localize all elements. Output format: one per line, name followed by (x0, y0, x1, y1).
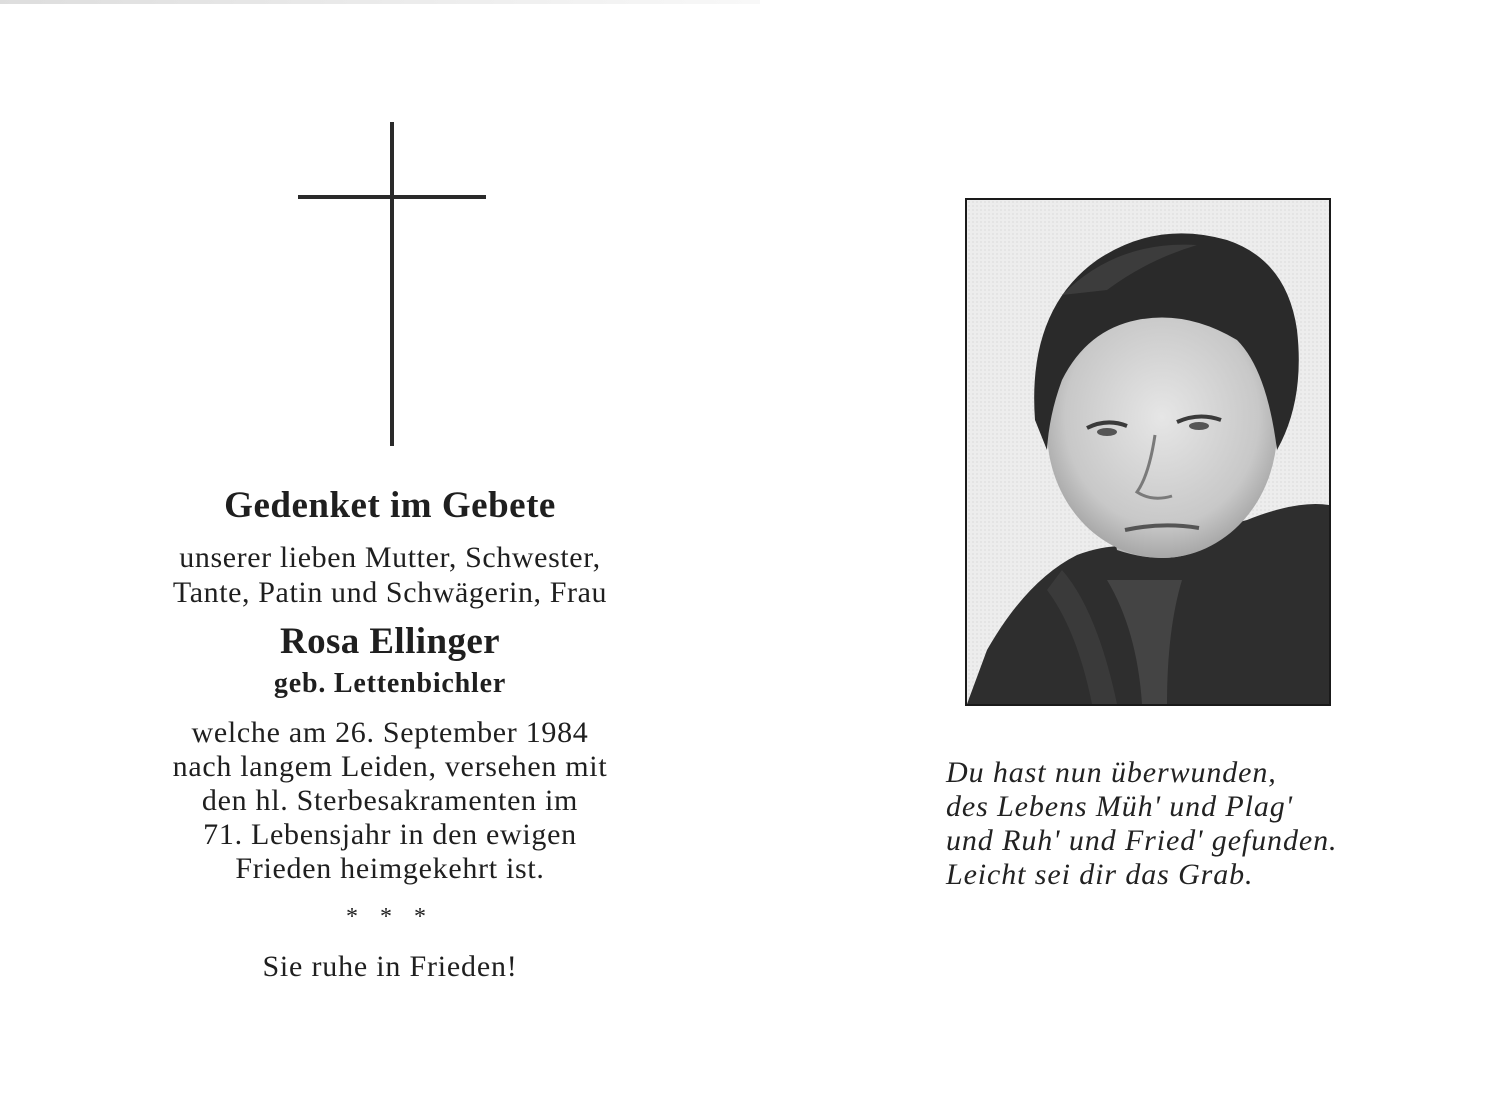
separator: * * * (346, 904, 434, 930)
poem-line: des Lebens Müh' und Plag' (946, 790, 1293, 823)
portrait-photo (965, 198, 1331, 706)
maiden-name: geb. Lettenbichler (273, 668, 507, 699)
poem-line: Du hast nun überwunden, (946, 756, 1277, 789)
deceased-name: Rosa Ellinger (279, 621, 500, 662)
notice-line: nach langem Leiden, versehen mit (172, 750, 608, 783)
notice-line: Frieden heimgekehrt ist. (235, 852, 545, 885)
portrait-illustration (967, 200, 1329, 704)
intro-text (90, 540, 690, 610)
scan-edge (0, 0, 760, 4)
notice-line: den hl. Sterbesakramenten im (201, 784, 579, 817)
notice-line: 71. Lebensjahr in den ewigen (203, 818, 577, 851)
intro-line: unserer lieben Mutter, Schwester, (179, 541, 601, 574)
cross-vertical-bar (390, 122, 394, 446)
death-notice-text (90, 716, 690, 886)
poem-line: und Ruh' und Fried' gefunden. (946, 824, 1338, 857)
notice-line: welche am 26. September 1984 (191, 716, 589, 749)
poem (946, 756, 1466, 892)
poem-line: Leicht sei dir das Grab. (946, 858, 1254, 891)
heading: Gedenket im Gebete (224, 485, 556, 526)
cross-horizontal-bar (298, 195, 486, 199)
closing-line: Sie ruhe in Frieden! (262, 950, 518, 983)
intro-line: Tante, Patin und Schwägerin, Frau (172, 576, 608, 609)
